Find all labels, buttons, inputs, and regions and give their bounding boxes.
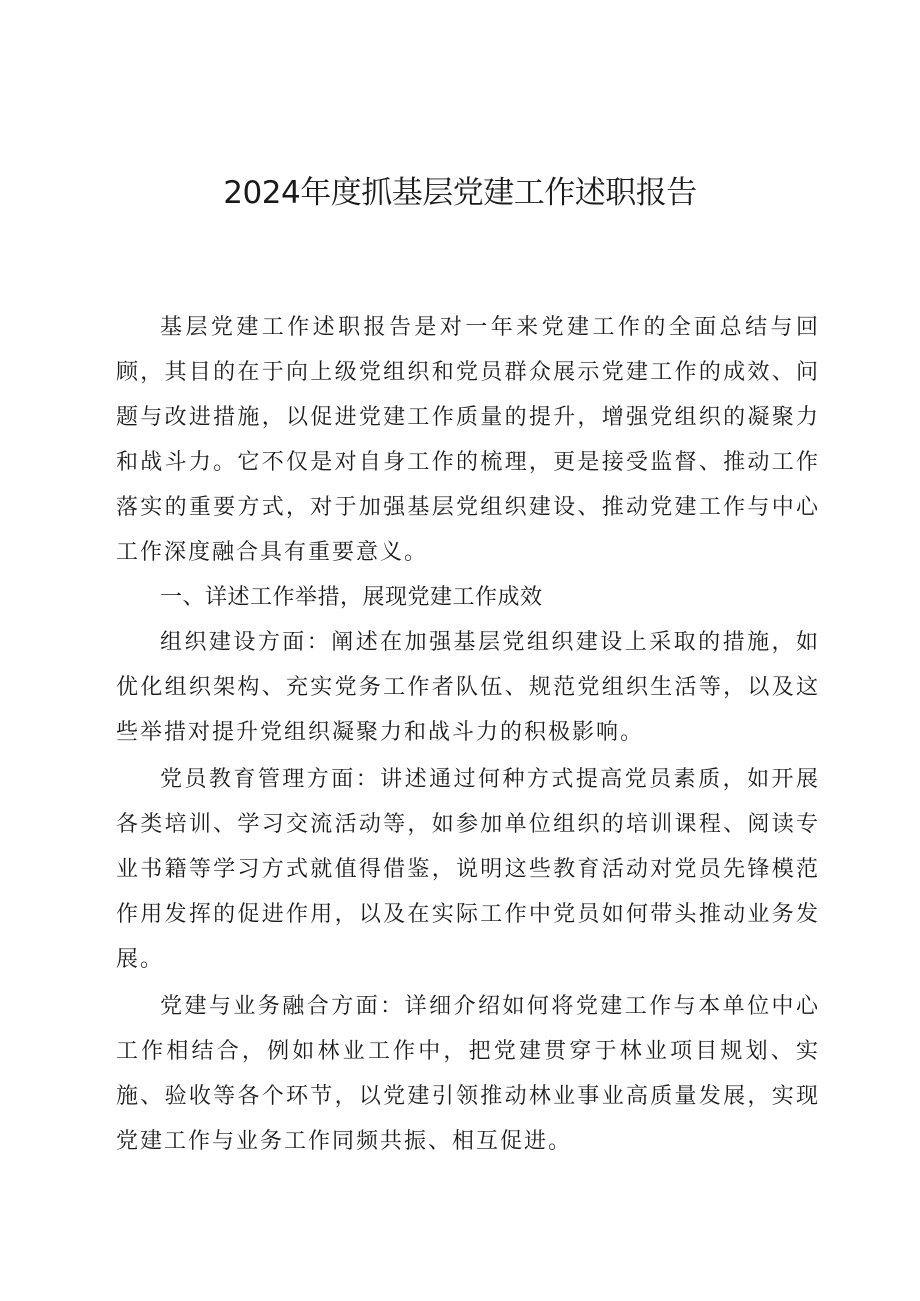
section-1-heading: 一、详述工作举措，展现党建工作成效	[160, 585, 543, 610]
document-title: 2024年度抓基层党建工作述职报告	[223, 175, 697, 211]
party-business-integration-paragraph: 党建与业务融合方面：详细介绍如何将党建工作与本单位中心工作相结合，例如林业工作中，把党建贯穿于林业项目规划、实施、验收等各个环节，以党建引领推动林业事业高质量发展，实现党建工作与业务工作同频共振、相互促进。	[116, 994, 820, 1154]
document-body	[116, 305, 820, 1164]
organization-building-paragraph: 组织建设方面：阐述在加强基层党组织建设上采取的措施，如优化组织架构、充实党务工作者队伍、规范党组织生活等，以及这些举措对提升党组织凝聚力和战斗力的积极影响。	[116, 630, 820, 745]
member-education-paragraph: 党员教育管理方面：讲述通过何种方式提高党员素质，如开展各类培训、学习交流活动等，如参加单位组织的培训课程、阅读专业书籍等学习方式就值得借鉴，说明这些教育活动对党员先锋模范作用发挥的促进作用，以及在实际工作中党员如何带头推动业务发展。	[116, 767, 820, 972]
intro-paragraph: 基层党建工作述职报告是对一年来党建工作的全面总结与回顾，其目的在于向上级党组织和党员群众展示党建工作的成效、问题与改进措施，以促进党建工作质量的提升，增强党组织的凝聚力和战斗力。它不仅是对自身工作的梳理，更是接受监督、推动工作落实的重要方式，对于加强基层党组织建设、推动党建工作与中心工作深度融合具有重要意义。	[116, 315, 820, 565]
